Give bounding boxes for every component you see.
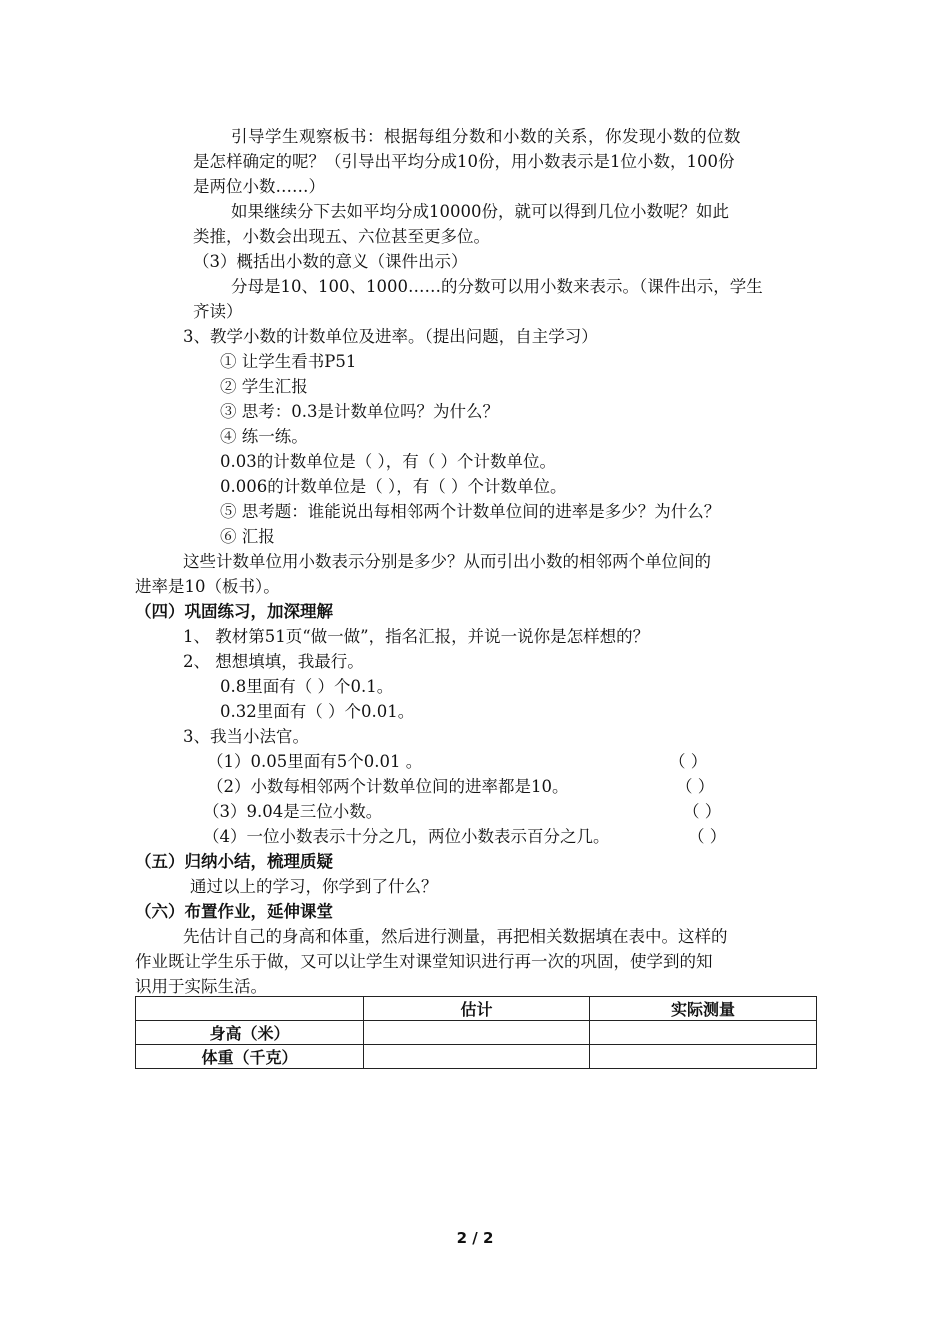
paragraph-line: 作业既让学生乐于做，又可以让学生对课堂知识进行再一次的巩固，使学到的知 [135, 952, 713, 971]
judge-statement: （3）9.04是三位小数。 [203, 802, 383, 821]
sub-heading: （3）概括出小数的意义（课件出示） [193, 252, 468, 271]
paragraph-line: 齐读） [193, 302, 243, 321]
table-cell [364, 1021, 590, 1045]
judge-mark: （ ） [688, 827, 727, 846]
list-item: 1、 教材第51页“做一做”，指名汇报，并说一说你是怎样想的？ [183, 627, 650, 646]
exercise-line: 0.8里面有（ ）个0.1。 [220, 677, 394, 696]
judge-mark: （ ） [683, 802, 722, 821]
judge-mark: （ ） [676, 777, 715, 796]
paragraph-line: 分母是10、100、1000……的分数可以用小数来表示。（课件出示，学生 [231, 277, 763, 296]
table-row-label: 身高（米） [136, 1021, 364, 1045]
section-heading: （四）巩固练习，加深理解 [135, 602, 333, 621]
list-item: ⑤ 思考题：谁能说出每相邻两个计数单位间的进率是多少？为什么？ [220, 502, 721, 521]
paragraph-line: 类推，小数会出现五、六位甚至更多位。 [193, 227, 490, 246]
exercise-line: 0.32里面有（ ）个0.01。 [220, 702, 415, 721]
table-cell [364, 1045, 590, 1069]
list-item: ② 学生汇报 [220, 377, 308, 396]
list-item: ④ 练一练。 [220, 427, 308, 446]
list-item: ③ 思考：0.3是计数单位吗？为什么？ [220, 402, 499, 421]
section-heading: （五）归纳小结，梳理质疑 [135, 852, 333, 871]
table-row [136, 1045, 817, 1069]
table-cell [590, 1045, 817, 1069]
list-item: ① 让学生看书P51 [220, 352, 357, 371]
measurement-table [135, 996, 817, 1069]
section-heading: （六）布置作业，延伸课堂 [135, 902, 333, 921]
list-item: 2、 想想填填，我最行。 [183, 652, 364, 671]
page-number: 2 / 2 [456, 1229, 494, 1247]
table-row-label: 体重（千克） [136, 1045, 364, 1069]
list-item: ⑥ 汇报 [220, 527, 275, 546]
exercise-line: 0.03的计数单位是（ ），有（ ）个计数单位。 [220, 452, 556, 471]
table-cell [590, 1021, 817, 1045]
paragraph-line: 进率是10（板书）。 [135, 577, 280, 596]
exercise-line: 0.006的计数单位是（ ），有（ ）个计数单位。 [220, 477, 567, 496]
judge-statement: （4）一位小数表示十分之几，两位小数表示百分之几。 [203, 827, 610, 846]
paragraph-line: 先估计自己的身高和体重，然后进行测量，再把相关数据填在表中。这样的 [183, 927, 728, 946]
judge-statement: （1）0.05里面有5个0.01 。 [207, 752, 423, 771]
paragraph-line: 引导学生观察板书：根据每组分数和小数的关系，你发现小数的位数 [231, 127, 741, 146]
list-item: 3、我当小法官。 [183, 727, 309, 746]
paragraph-line: 识用于实际生活。 [135, 977, 267, 996]
table-header-cell [136, 997, 364, 1021]
table-header-row [136, 997, 817, 1021]
judge-mark: （ ） [669, 752, 708, 771]
paragraph-line: 这些计数单位用小数表示分别是多少？从而引出小数的相邻两个单位间的 [183, 552, 711, 571]
table-header-cell: 实际测量 [590, 997, 817, 1021]
paragraph-line: 是怎样确定的呢？（引导出平均分成10份，用小数表示是1位小数，100份 [193, 152, 735, 171]
table-row [136, 1021, 817, 1045]
paragraph-line: 是两位小数……） [193, 177, 325, 196]
paragraph-line: 通过以上的学习，你学到了什么？ [190, 877, 438, 896]
paragraph-line: 如果继续分下去如平均分成10000份，就可以得到几位小数呢？如此 [231, 202, 729, 221]
judge-statement: （2）小数每相邻两个计数单位间的进率都是10。 [207, 777, 569, 796]
sub-heading: 3、教学小数的计数单位及进率。（提出问题，自主学习） [183, 327, 598, 346]
table-header-cell: 估计 [364, 997, 590, 1021]
